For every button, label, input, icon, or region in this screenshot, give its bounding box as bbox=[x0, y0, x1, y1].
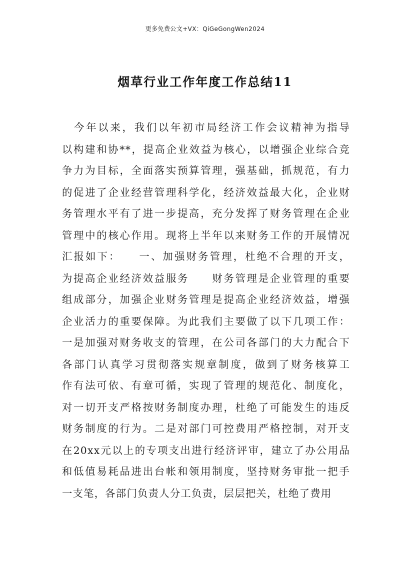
body-line: 管理中的核心作用。现将上半年以来财务工作的开展情况 bbox=[62, 230, 350, 242]
header-note: 更多免费公文+VX：QiGeGongWen2024 bbox=[145, 26, 265, 33]
document-body bbox=[62, 118, 350, 505]
body-line: 为提高企业经济效益服务 财务管理是企业管理的重要 bbox=[62, 273, 350, 285]
body-line: 组成部分，加强企业财务管理是提高企业经济效益，增强 bbox=[62, 295, 350, 306]
body-line: 今年以来，我们以年初市局经济工作会议精神为指导 bbox=[62, 123, 350, 134]
body-line: 对一切开支严格按财务制度办理，杜绝了可能发生的违反 bbox=[62, 402, 350, 414]
body-line: 作有法可依、有章可循，实现了管理的规范化、制度化， bbox=[62, 381, 350, 392]
body-line: 的促进了企业经营管理科学化，经济效益最大化，企业财 bbox=[62, 187, 350, 199]
body-line: 务管理水平有了进一步提高，充分发挥了财务管理在企业 bbox=[62, 209, 350, 220]
body-line: 一支笔，各部门负责人分工负责，层层把关，杜绝了费用 bbox=[62, 488, 332, 500]
body-line: 一是加强对财务收支的管理，在公司各部门的大力配合下 bbox=[62, 338, 350, 349]
body-line: 各部门认真学习贯彻落实规章制度，做到了财务核算工 bbox=[62, 359, 350, 371]
body-line: 汇报如下： 一、加强财务管理，杜绝不合理的开支， bbox=[62, 252, 350, 263]
body-line: 争力为目标，全面落实预算管理，强基础，抓规范，有力 bbox=[62, 166, 350, 177]
body-line: 财务制度的行为。二是对部门可控费用严格控制，对开支 bbox=[62, 424, 350, 435]
document-title: 烟草行业工作年度工作总结11 bbox=[117, 75, 293, 89]
body-line: 和低值易耗品进出台帐和领用制度，坚持财务审批一把手 bbox=[62, 467, 350, 478]
body-line: 企业活力的重要保障。为此我们主要做了以下几项工作： bbox=[62, 316, 350, 328]
body-line: 在20xx元以上的专项支出进行经济评审，建立了办公用品 bbox=[62, 445, 350, 457]
body-line: 以构建和协**，提高企业效益为核心，以增强企业综合竞 bbox=[62, 144, 350, 156]
